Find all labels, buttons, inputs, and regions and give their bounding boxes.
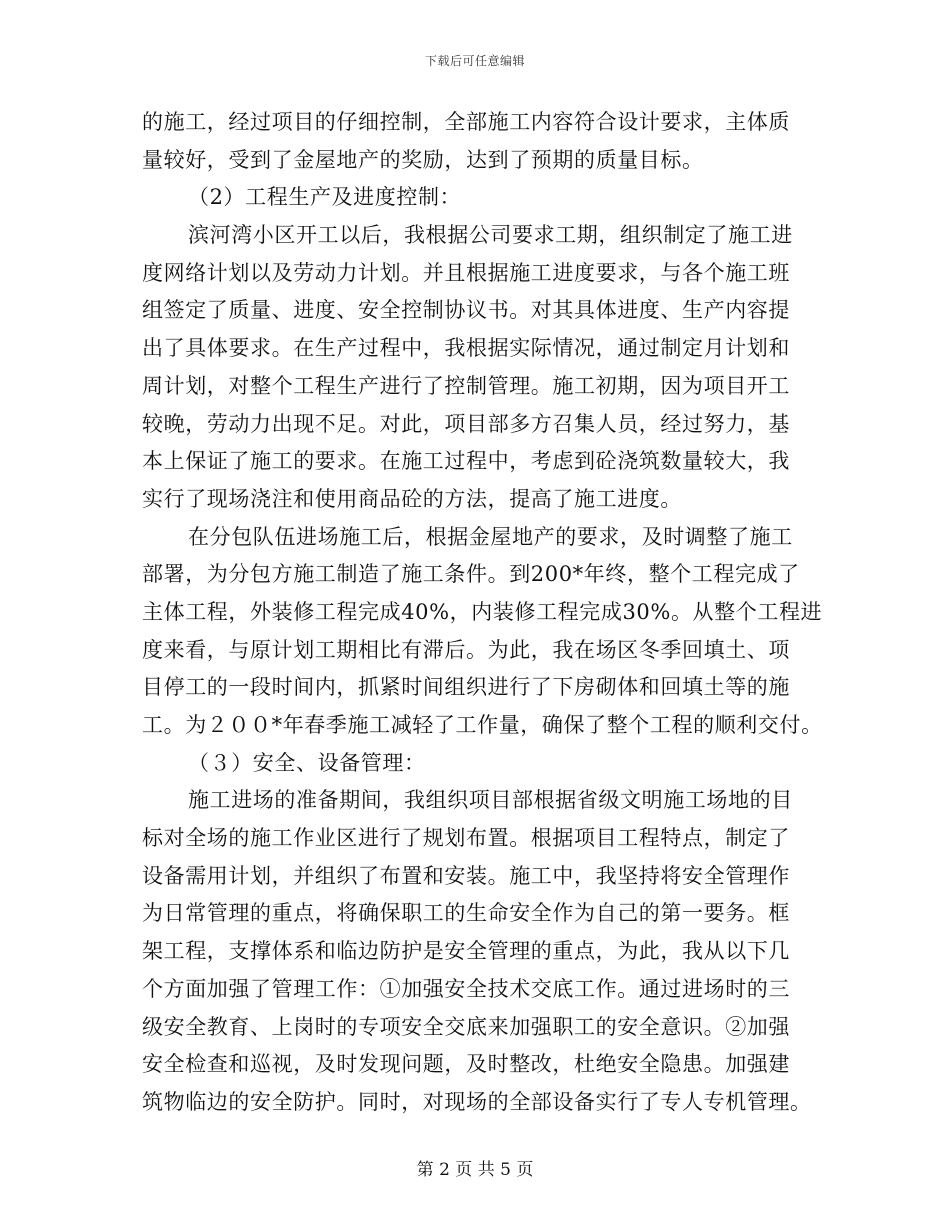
- text-line: 安全检查和巡视，及时发现问题，及时整改，杜绝安全隐患。加强建: [142, 1052, 790, 1077]
- text-line: 实行了现场浇注和使用商品砼的方法，提高了施工进度。: [142, 486, 682, 511]
- section-heading: （2）工程生产及进度控制：: [188, 185, 462, 210]
- text-line: 较晚，劳动力出现不足。对此，项目部多方召集人员，经过努力，基: [142, 411, 790, 436]
- text-line: 本上保证了施工的要求。在施工过程中，考虑到砼浇筑数量较大，我: [142, 449, 790, 474]
- section-heading: （３）安全、设备管理：: [188, 750, 426, 775]
- text-line: 工。为２００*年春季施工减轻了工作量，确保了整个工程的顺利交付。: [142, 713, 823, 737]
- text-line: 设备需用计划，并组织了布置和安装。施工中，我坚持将安全管理作: [142, 863, 790, 888]
- text-line: 组签定了质量、进度、安全控制协议书。对其具体进度、生产内容提: [142, 298, 790, 323]
- text-line: 架工程，支撑体系和临边防护是安全管理的重点，为此，我从以下几: [142, 939, 790, 964]
- document-body: [142, 104, 823, 1122]
- text-line: 为日常管理的重点，将确保职工的生命安全作为自己的第一要务。框: [142, 901, 790, 926]
- text-line: 筑物临边的安全防护。同时，对现场的全部设备实行了专人专机管理。: [142, 1089, 812, 1114]
- text-line: 级安全教育、上岗时的专项安全交底来加强职工的安全意识。②加强: [142, 1014, 790, 1039]
- text-line: 在分包队伍进场施工后，根据金屋地产的要求，及时调整了施工: [188, 524, 793, 549]
- text-line: 度网络计划以及劳动力计划。并且根据施工进度要求，与各个施工班: [142, 260, 790, 285]
- text-line: 度来看，与原计划工期相比有滞后。为此，我在场区冬季回填土、项: [142, 637, 790, 662]
- text-line: 施工进场的准备期间，我组织项目部根据省级文明施工场地的目: [188, 788, 793, 813]
- text-line: 目停工的一段时间内，抓紧时间组织进行了下房砌体和回填土等的施: [142, 675, 790, 700]
- text-line: 出了具体要求。在生产过程中，我根据实际情况，通过制定月计划和: [142, 336, 790, 361]
- text-line: 滨河湾小区开工以后，我根据公司要求工期，组织制定了施工进: [188, 223, 793, 248]
- text-line: 部署，为分包方施工制造了施工条件。到200*年终，整个工程完成了: [142, 562, 800, 587]
- page-header-note: 下载后可任意编辑: [424, 54, 525, 68]
- text-line: 量较好，受到了金屋地产的奖励，达到了预期的质量目标。: [142, 147, 704, 172]
- text-line: 个方面加强了管理工作：①加强安全技术交底工作。通过进场时的三: [142, 976, 790, 1001]
- page-number: 第 2 页 共 5 页: [416, 1160, 534, 1180]
- text-line: 主体工程，外装修工程完成40%，内装修工程完成30%。从整个工程进: [142, 599, 823, 624]
- text-line: 的施工，经过项目的仔细控制，全部施工内容符合设计要求，主体质: [142, 110, 790, 134]
- text-line: 标对全场的施工作业区进行了规划布置。根据项目工程特点，制定了: [142, 826, 790, 851]
- text-line: 周计划，对整个工程生产进行了控制管理。施工初期，因为项目开工: [142, 373, 790, 398]
